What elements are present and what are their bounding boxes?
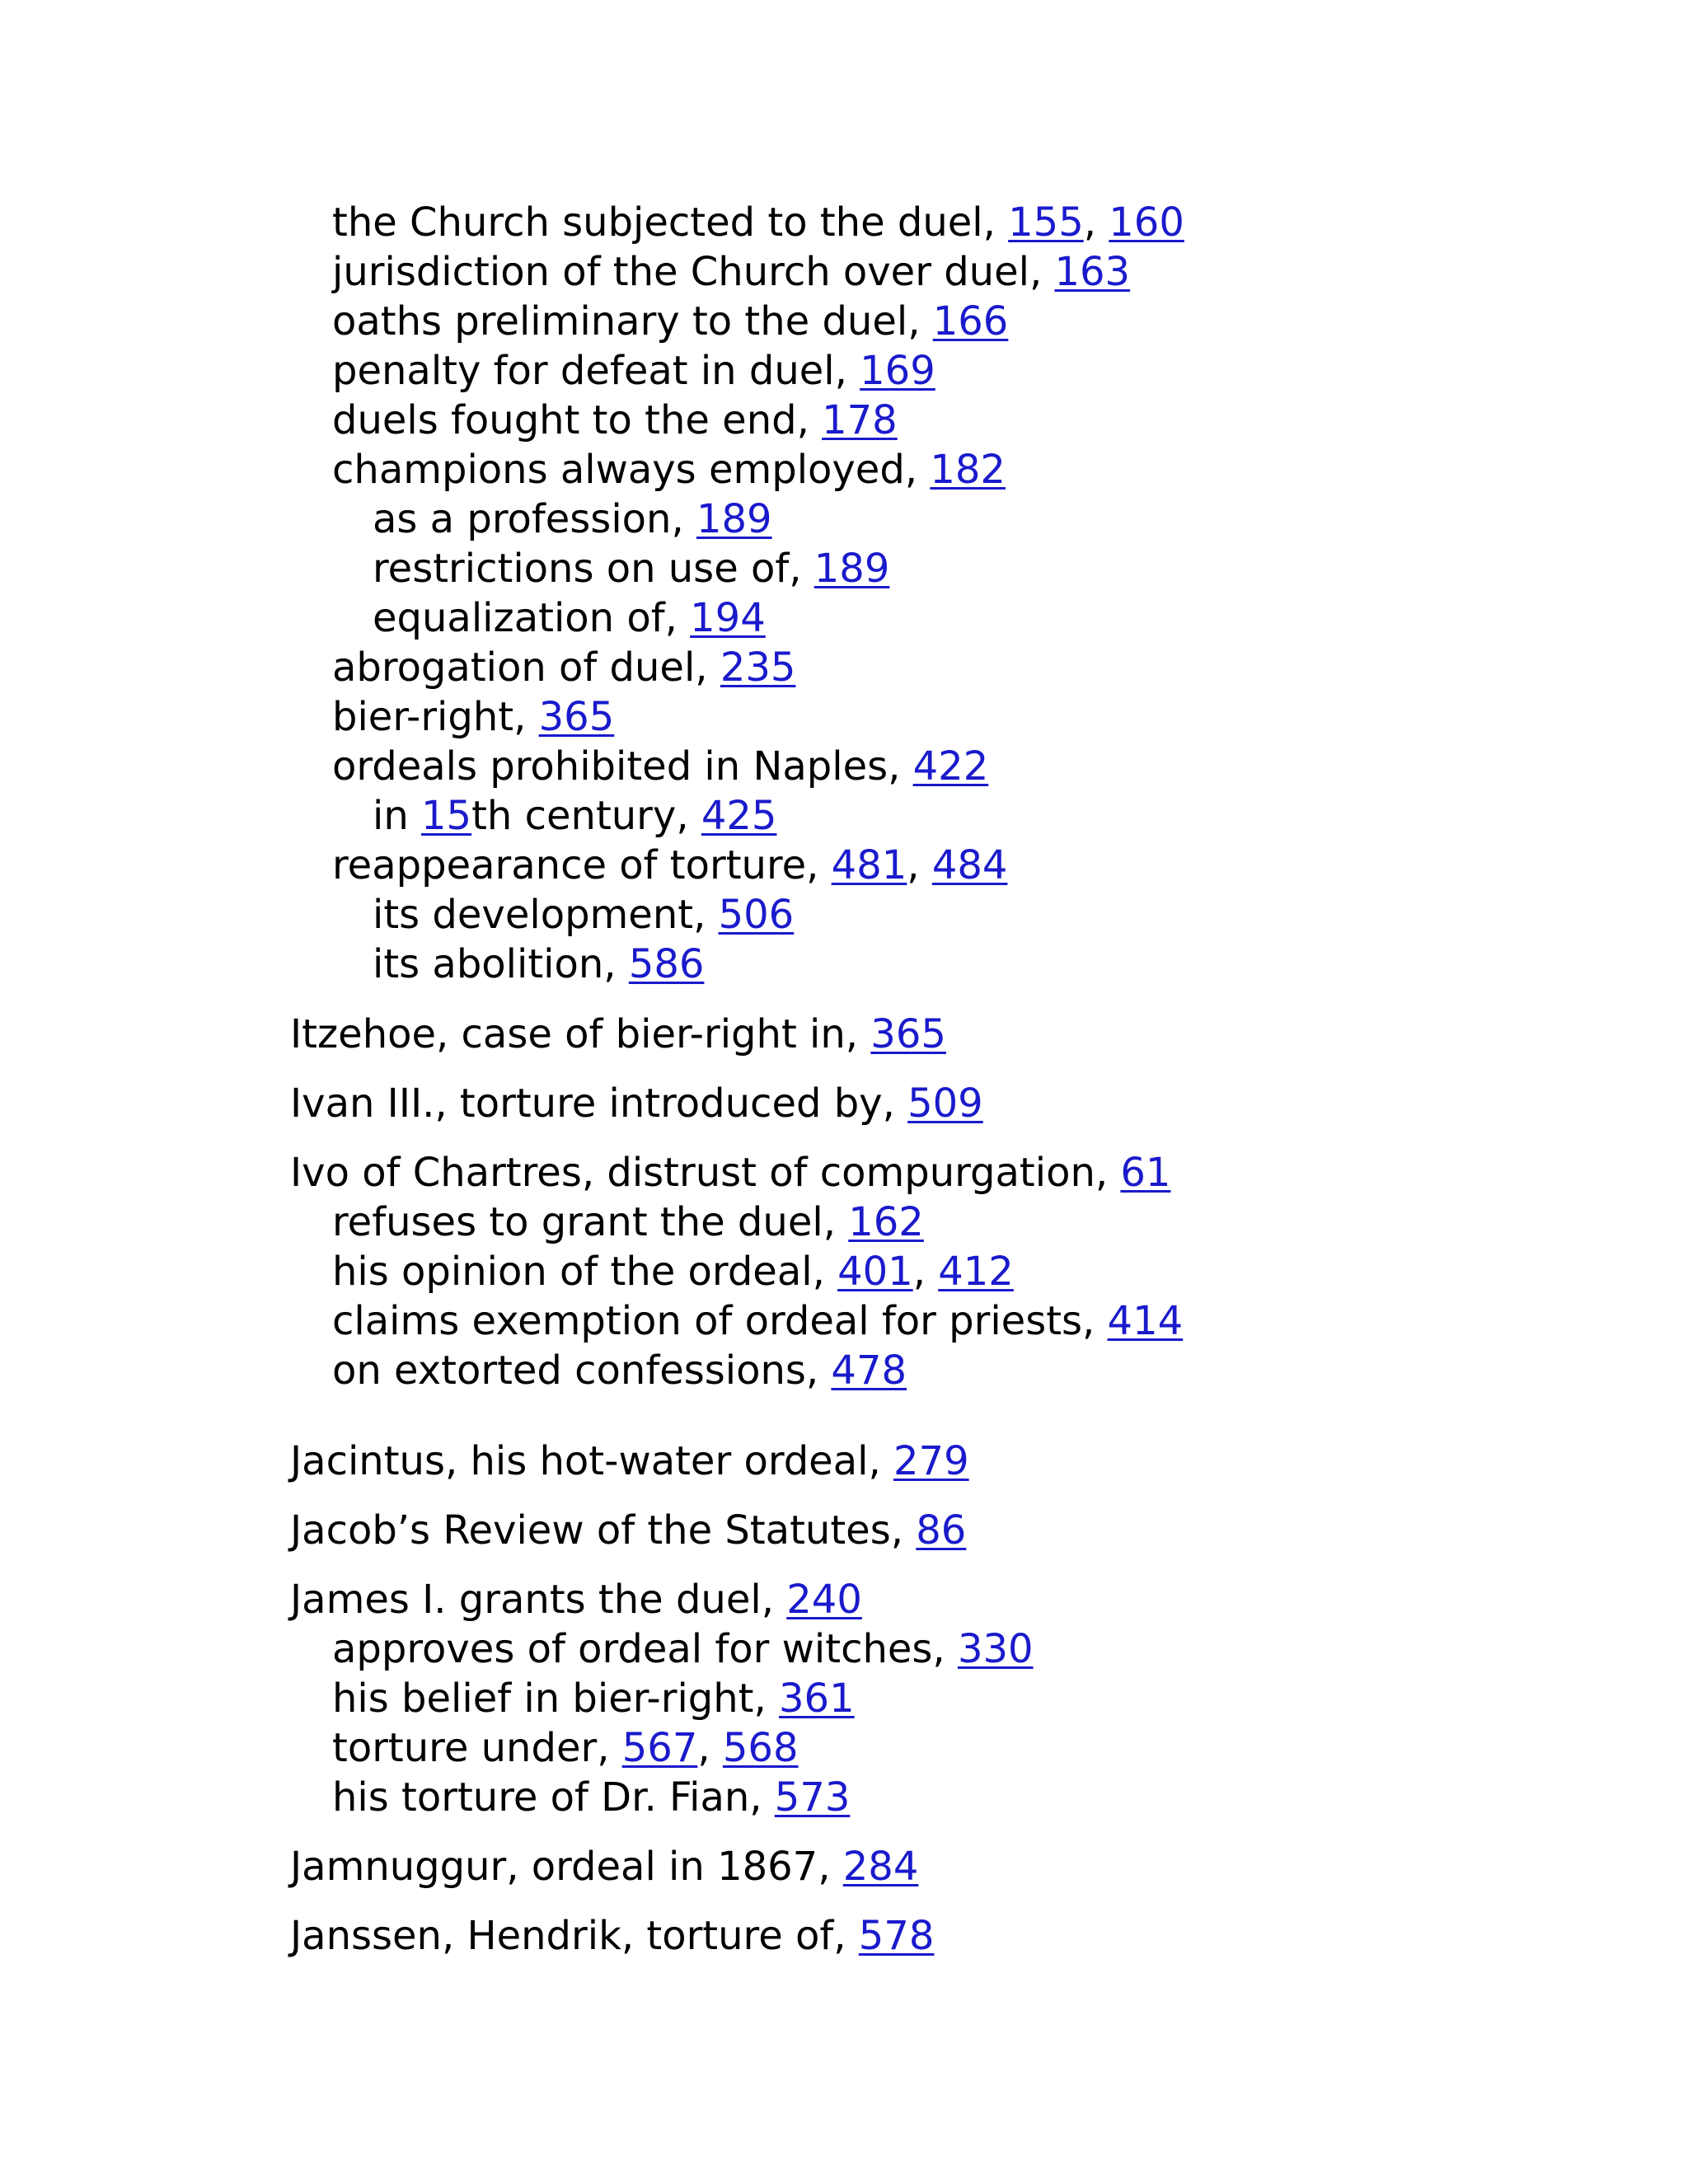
index-entry: duels fought to the end, 178 (332, 397, 898, 443)
page-ref-link[interactable]: 478 (831, 1347, 907, 1394)
index-entry: ordeals prohibited in Naples, 422 (332, 743, 989, 790)
page-ref-link[interactable]: 330 (957, 1626, 1034, 1672)
index-heading: Jacintus, his hot-water ordeal, 279 (290, 1438, 969, 1484)
page-ref-link[interactable]: 235 (720, 644, 796, 691)
page-ref-link[interactable]: 578 (858, 1913, 935, 1959)
index-heading: Ivan III., torture introduced by, 509 (290, 1080, 983, 1127)
index-entry: his torture of Dr. Fian, 573 (332, 1774, 851, 1821)
page-ref-link[interactable]: 414 (1107, 1298, 1184, 1344)
page-ref-link[interactable]: 506 (718, 892, 795, 938)
page-ref-link[interactable]: 361 (779, 1675, 855, 1722)
page-ref-link[interactable]: 166 (932, 298, 1009, 344)
page-ref-link[interactable]: 573 (774, 1774, 851, 1821)
page-ref-link[interactable]: 412 (938, 1249, 1014, 1295)
index-entry: oaths preliminary to the duel, 166 (332, 298, 1009, 344)
page-ref-link[interactable]: 240 (786, 1577, 862, 1623)
page-ref-link[interactable]: 279 (893, 1438, 969, 1484)
page-ref-link[interactable]: 160 (1109, 199, 1184, 246)
index-entry: penalty for defeat in duel, 169 (332, 348, 935, 394)
page-ref-link[interactable]: 586 (628, 941, 705, 987)
index-subentry: restrictions on use of, 189 (373, 546, 890, 592)
index-entry: the Church subjected to the duel, 155, 160 (332, 199, 1184, 246)
page-ref-link[interactable]: 194 (690, 595, 766, 641)
index-subentry: as a profession, 189 (373, 496, 772, 542)
page-ref-link[interactable]: 189 (696, 496, 772, 542)
index-heading: Janssen, Hendrik, torture of, 578 (290, 1913, 935, 1959)
page-ref-link[interactable]: 169 (860, 348, 935, 394)
index-entry: champions always employed, 182 (332, 447, 1006, 493)
page-ref-link[interactable]: 568 (722, 1725, 799, 1771)
page-ref-link[interactable]: 61 (1120, 1150, 1171, 1196)
page-ref-link[interactable]: 481 (831, 842, 907, 888)
page-ref-link[interactable]: 178 (822, 397, 898, 443)
index-heading: Jacob’s Review of the Statutes, 86 (290, 1507, 967, 1554)
page-ref-link[interactable]: 567 (621, 1725, 698, 1771)
index-entry: approves of ordeal for witches, 330 (332, 1626, 1034, 1672)
page-ref-link[interactable]: 509 (907, 1080, 983, 1127)
page-ref-link[interactable]: 86 (916, 1507, 967, 1554)
index-heading: Itzehoe, case of bier-right in, 365 (290, 1011, 946, 1057)
index-entry: jurisdiction of the Church over duel, 163 (332, 249, 1131, 295)
page-ref-link[interactable]: 484 (931, 842, 1008, 888)
index-subentry: in 15th century, 425 (373, 793, 777, 839)
index-subentry: its abolition, 586 (373, 941, 705, 987)
footnote-ref-link[interactable]: 15 (421, 793, 472, 839)
index-subentry: its development, 506 (373, 892, 795, 938)
index-entry: torture under, 567, 568 (332, 1725, 799, 1771)
index-entry: his opinion of the ordeal, 401, 412 (332, 1249, 1014, 1295)
index-entry: bier-right, 365 (332, 694, 615, 740)
page-ref-link[interactable]: 365 (538, 694, 615, 740)
page-ref-link[interactable]: 401 (837, 1249, 913, 1295)
page-ref-link[interactable]: 162 (848, 1199, 924, 1245)
page-ref-link[interactable]: 189 (814, 546, 890, 592)
index-heading: Jamnuggur, ordeal in 1867, 284 (290, 1844, 919, 1890)
page-ref-link[interactable]: 422 (912, 743, 989, 790)
index-entry: claims exemption of ordeal for priests, 414 (332, 1298, 1184, 1344)
index-entry: his belief in bier-right, 361 (332, 1675, 855, 1722)
index-entry: on extorted confessions, 478 (332, 1347, 907, 1394)
page-ref-link[interactable]: 425 (701, 793, 777, 839)
index-heading: Ivo of Chartres, distrust of compurgation, 61 (290, 1150, 1171, 1196)
index-entry: abrogation of duel, 235 (332, 644, 796, 691)
index-heading: James I. grants the duel, 240 (290, 1577, 862, 1623)
page-ref-link[interactable]: 163 (1054, 249, 1131, 295)
page-ref-link[interactable]: 365 (870, 1011, 946, 1057)
page-ref-link[interactable]: 284 (842, 1844, 919, 1890)
index-entry: refuses to grant the duel, 162 (332, 1199, 924, 1245)
page-ref-link[interactable]: 182 (930, 447, 1006, 493)
index-entry: reappearance of torture, 481, 484 (332, 842, 1008, 888)
index-subentry: equalization of, 194 (373, 595, 766, 641)
page-ref-link[interactable]: 155 (1008, 199, 1084, 246)
